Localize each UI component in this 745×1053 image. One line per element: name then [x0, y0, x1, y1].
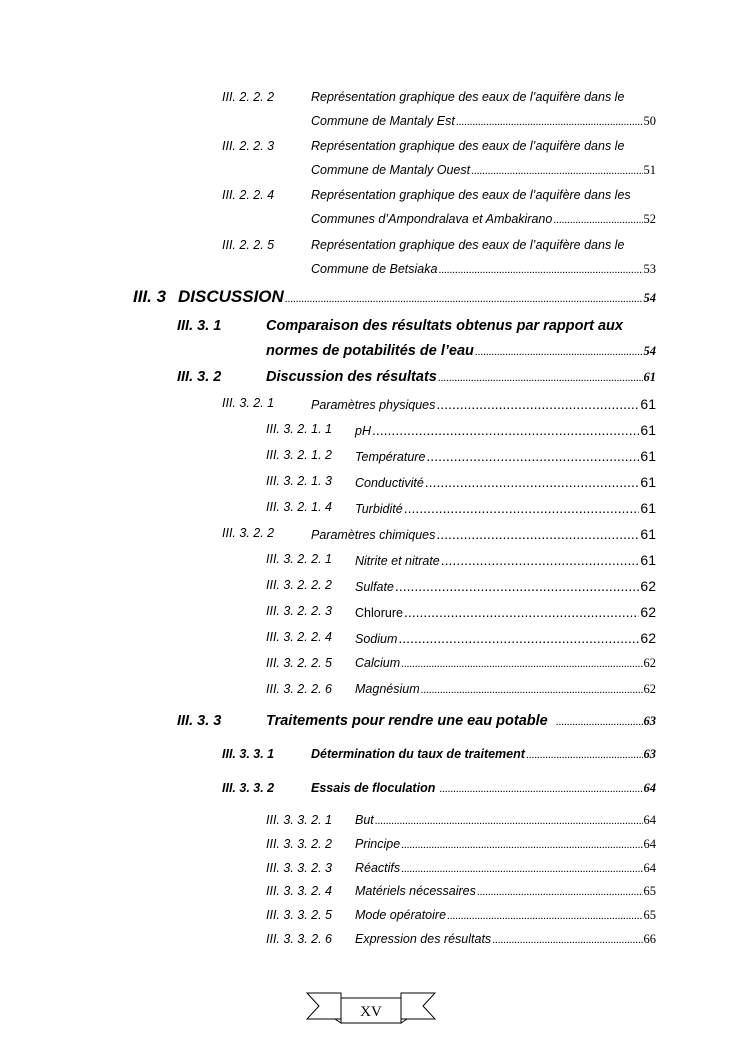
toc-page-number: 51: [643, 163, 656, 177]
toc-page-number: 50: [643, 114, 656, 128]
toc-title: Calcium: [355, 656, 401, 670]
toc-number: III. 3. 3: [177, 713, 222, 729]
toc-entry-line[interactable]: [355, 578, 656, 594]
toc-number: III. 2. 2. 2: [222, 90, 275, 104]
toc-title: DISCUSSION: [178, 287, 284, 306]
toc-entry-title-line1[interactable]: [311, 238, 656, 252]
toc-entry-title-line1[interactable]: [311, 90, 656, 104]
toc-title: Sulfate: [355, 580, 394, 594]
toc-number: III. 3. 3. 2. 3: [266, 861, 333, 875]
toc-page-number: 62: [643, 682, 656, 696]
toc-leader: [438, 264, 642, 276]
toc-entry-title-line1[interactable]: [311, 139, 656, 153]
toc-title: Conductivité: [355, 476, 424, 490]
toc-leader: [526, 749, 643, 761]
toc-title: Nitrite et nitrate: [355, 554, 440, 568]
toc-title: Réactifs: [355, 861, 401, 875]
toc-entry-line[interactable]: [355, 604, 656, 620]
toc-page-number: 64: [643, 781, 656, 795]
toc-leader: [395, 578, 640, 594]
toc-number: III. 3. 2. 2. 6: [266, 682, 333, 696]
toc-number: III. 3. 3. 2. 2: [266, 837, 333, 851]
toc-number: III. 3. 2. 2. 5: [266, 656, 333, 670]
toc-leader: [436, 526, 639, 542]
toc-entry-line[interactable]: [355, 630, 656, 646]
toc-title: Mode opératoire: [355, 908, 447, 922]
toc-page-number: 61: [643, 370, 656, 384]
toc-title: Détermination du taux de traitement: [311, 747, 525, 761]
toc-page-number: 63: [643, 747, 656, 761]
toc-entry-line[interactable]: [355, 656, 656, 671]
toc-entry-line[interactable]: [266, 343, 656, 359]
toc-page-number: 63: [643, 714, 656, 728]
toc-number: III. 3. 2. 2. 4: [266, 630, 333, 644]
toc-entry-line[interactable]: [311, 747, 656, 762]
toc-title: normes de potabilités de l’eau: [266, 343, 474, 359]
toc-number: III. 3. 2. 1. 2: [266, 448, 333, 462]
toc-leader: [436, 396, 639, 412]
toc-title: Traitements pour rendre une eau potable: [266, 713, 548, 729]
toc-leader: [439, 783, 642, 795]
toc-entry-line[interactable]: [266, 713, 656, 729]
toc-title: Essais de floculation: [311, 781, 436, 795]
toc-leader: [556, 716, 643, 728]
toc-leader: [401, 839, 642, 851]
toc-title: Sodium: [355, 632, 398, 646]
toc-leader: [425, 474, 640, 490]
toc-title: Commune de Betsiaka: [311, 262, 438, 276]
toc-number: III. 3. 3. 1: [222, 747, 275, 761]
toc-page-number: 62: [643, 656, 656, 670]
toc-title: Représentation graphique des eaux de l’aquifère dans les: [311, 188, 631, 202]
toc-page-number: 65: [643, 908, 656, 922]
toc-number: III. 2. 2. 4: [222, 188, 275, 202]
toc-entry-line[interactable]: [355, 500, 656, 516]
toc-title: Température: [355, 450, 426, 464]
toc-leader: [404, 604, 639, 620]
toc-leader: [441, 552, 640, 568]
toc-leader: [492, 934, 642, 946]
toc-leader: [438, 372, 643, 384]
toc-number: III. 3. 2. 1. 3: [266, 474, 333, 488]
toc-entry-line[interactable]: [355, 422, 656, 438]
toc-entry-line[interactable]: [266, 369, 656, 385]
toc-page-number: 53: [643, 262, 656, 276]
toc-page-number: 64: [643, 837, 656, 851]
toc-entry-title-line1[interactable]: [266, 318, 656, 334]
toc-number: III. 3. 2. 1. 4: [266, 500, 333, 514]
toc-page-number: 54: [643, 291, 656, 305]
toc-page-number: 52: [643, 212, 656, 226]
ribbon-banner-icon: [305, 990, 437, 1026]
toc-page-number: 61: [640, 500, 656, 516]
toc-number: III. 3. 2. 2: [222, 526, 275, 540]
toc-entry-line[interactable]: [311, 396, 656, 412]
toc-number: III. 3. 2: [177, 369, 222, 385]
toc-page-number: 54: [643, 344, 656, 358]
toc-entry-line[interactable]: [311, 163, 656, 178]
toc-entry-line[interactable]: [178, 287, 656, 307]
toc-leader: [426, 448, 639, 464]
toc-entry-line[interactable]: [355, 861, 656, 876]
toc-entry-line[interactable]: [311, 114, 656, 129]
toc-number: III. 3. 2. 1: [222, 396, 275, 410]
toc-title: Discussion des résultats: [266, 369, 437, 385]
toc-number: III. 3. 3. 2. 5: [266, 908, 333, 922]
toc-title: Chlorure: [355, 606, 403, 620]
toc-page-number: 61: [640, 526, 656, 542]
toc-number: III. 3. 1: [177, 318, 222, 334]
toc-page-number: 61: [640, 396, 656, 412]
toc-title: Communes d’Ampondralava et Ambakirano: [311, 212, 553, 226]
toc-entry-line[interactable]: [355, 932, 656, 947]
toc-entry-line[interactable]: [355, 908, 656, 923]
toc-entry-line[interactable]: [355, 813, 656, 828]
toc-title: Représentation graphique des eaux de l’aquifère dans le: [311, 238, 625, 252]
toc-number: III. 3. 2. 1. 1: [266, 422, 333, 436]
toc-title: Paramètres physiques: [311, 398, 436, 412]
toc-number: III. 3. 3. 2. 4: [266, 884, 333, 898]
toc-page-number: 64: [643, 861, 656, 875]
toc-entry-line[interactable]: [355, 552, 656, 568]
toc-number: III. 2. 2. 3: [222, 139, 275, 153]
toc-number: III. 3: [133, 287, 167, 306]
toc-page-number: 62: [640, 578, 656, 594]
toc-entry-line[interactable]: [355, 884, 656, 899]
toc-page-number: 62: [640, 630, 656, 646]
toc-number: III. 3. 3. 2. 6: [266, 932, 333, 946]
toc-title: Représentation graphique des eaux de l’aquifère dans le: [311, 139, 625, 153]
toc-number: III. 3. 2. 2. 2: [266, 578, 333, 592]
toc-leader: [285, 293, 643, 305]
toc-number: III. 2. 2. 5: [222, 238, 275, 252]
toc-entry-line[interactable]: [311, 262, 656, 277]
toc-leader: [475, 346, 643, 358]
toc-leader: [447, 910, 642, 922]
toc-title: Paramètres chimiques: [311, 528, 436, 542]
toc-title: Commune de Mantaly Ouest: [311, 163, 471, 177]
toc-title: Principe: [355, 837, 401, 851]
toc-number: III. 3. 2. 2. 1: [266, 552, 333, 566]
toc-title: Comparaison des résultats obtenus par rapport aux: [266, 318, 623, 334]
toc-title: But: [355, 813, 374, 827]
toc-leader: [401, 658, 642, 670]
toc-leader: [553, 214, 642, 226]
toc-title: Turbidité: [355, 502, 403, 516]
toc-title: Matériels nécessaires: [355, 884, 476, 898]
toc-page-number: 61: [640, 422, 656, 438]
toc-title: pH: [355, 424, 371, 438]
toc-entry-line[interactable]: [311, 781, 656, 796]
toc-number: III. 3. 3. 2: [222, 781, 275, 795]
toc-entry-line[interactable]: [355, 474, 656, 490]
toc-title: Commune de Mantaly Est: [311, 114, 455, 128]
toc-number: III. 3. 2. 2. 3: [266, 604, 333, 618]
toc-leader: [404, 500, 640, 516]
toc-entry-title-line1[interactable]: [311, 188, 656, 202]
toc-leader: [471, 165, 642, 177]
toc-page-number: 66: [643, 932, 656, 946]
toc-page-number: 61: [640, 474, 656, 490]
toc-page-number: 61: [640, 448, 656, 464]
toc-page-number: 64: [643, 813, 656, 827]
footer-page-label: XV: [360, 1004, 382, 1020]
toc-page-number: 62: [640, 604, 656, 620]
toc-entry-line[interactable]: [355, 837, 656, 852]
toc-leader: [375, 815, 643, 827]
toc-entry-line[interactable]: [355, 448, 656, 464]
toc-title: Magnésium: [355, 682, 420, 696]
toc-title: Expression des résultats: [355, 932, 492, 946]
toc-leader: [477, 886, 643, 898]
toc-leader: [421, 684, 643, 696]
toc-number: III. 3. 3. 2. 1: [266, 813, 333, 827]
toc-leader: [398, 630, 639, 646]
toc-leader: [401, 863, 642, 875]
toc-entry-line[interactable]: [311, 526, 656, 542]
toc-entry-line[interactable]: [311, 212, 656, 227]
toc-entry-line[interactable]: [355, 682, 656, 697]
toc-page-number: 65: [643, 884, 656, 898]
toc-title: Représentation graphique des eaux de l’aquifère dans le: [311, 90, 625, 104]
page-footer-ribbon: [305, 990, 437, 1026]
toc-page-number: 61: [640, 552, 656, 568]
toc-leader: [456, 116, 643, 128]
toc-leader: [372, 422, 639, 438]
